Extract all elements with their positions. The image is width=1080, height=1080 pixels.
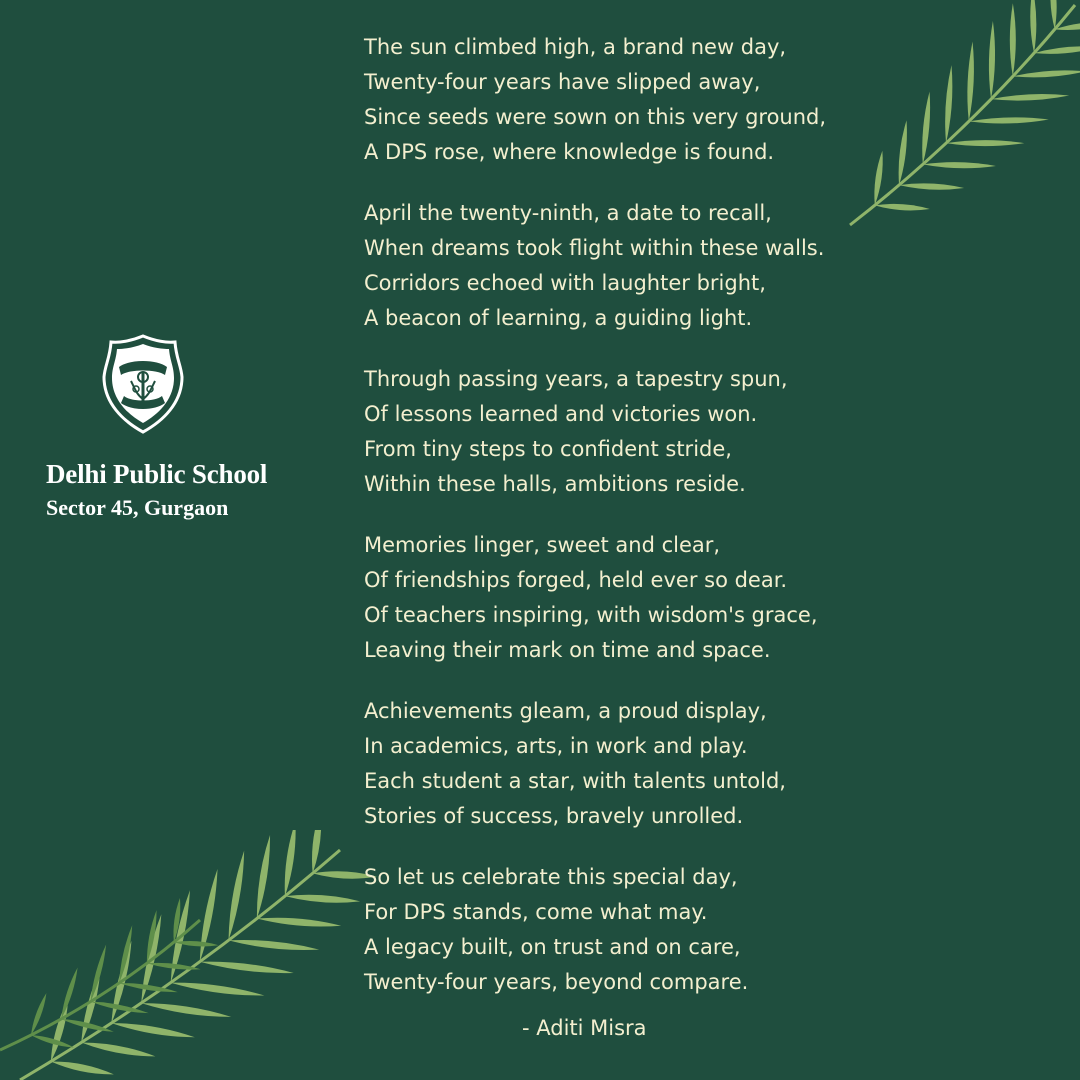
palm-leaflet <box>991 94 1069 101</box>
poem-line: Memories linger, sweet and clear, <box>364 533 721 557</box>
poem-line: Within these halls, ambitions reside. <box>364 472 746 496</box>
palm-leaflet <box>31 1035 74 1047</box>
poem-stanza <box>364 196 924 336</box>
poem-line: A DPS rose, where knowledge is found. <box>364 140 775 164</box>
palm-leaflet <box>945 65 952 143</box>
palm-leaflet <box>967 42 974 122</box>
school-name: Delhi Public School <box>46 459 268 489</box>
palm-leaflet <box>257 835 270 919</box>
poem-author: - Aditi Misra <box>522 1016 647 1040</box>
palm-leaflet <box>171 983 265 996</box>
palm-leaflet <box>200 962 294 973</box>
palm-leaflet <box>1050 0 1056 29</box>
palm-leaflet <box>141 1003 231 1017</box>
poem-line: April the twenty-ninth, a date to recall, <box>364 201 772 225</box>
poem-line: The sun climbed high, a brand new day, <box>364 35 787 59</box>
poem-line: Stories of success, bravely unrolled. <box>364 804 744 828</box>
poem-line: Each student a star, with talents untold, <box>364 769 786 793</box>
poem <box>364 30 924 1026</box>
poem-stanza <box>364 860 924 1000</box>
palm-leaflet <box>1010 3 1016 76</box>
palm-leaflet <box>257 918 341 927</box>
poem-line: Through passing years, a tapestry spun, <box>364 367 788 391</box>
poem-stanza <box>364 528 924 668</box>
school-location: Sector 45, Gurgaon <box>46 495 229 520</box>
poem-line: Of friendships forged, held ever so dear. <box>364 568 788 592</box>
poem-line: From tiny steps to confident stride, <box>364 437 732 461</box>
poem-line: So let us celebrate this special day, <box>364 865 738 889</box>
poem-line: Leaving their mark on time and space. <box>364 638 771 662</box>
dps-crest-icon <box>101 333 185 435</box>
palm-leaflet <box>989 21 995 99</box>
palm-leaflet <box>111 1023 194 1037</box>
poem-stanza <box>364 362 924 502</box>
palm-leaflet <box>228 851 244 941</box>
poem-line: Corridors echoed with laughter bright, <box>364 271 766 295</box>
poem-line: In academics, arts, in work and play. <box>364 734 748 758</box>
palm-leaflet <box>81 1043 155 1057</box>
palm-leaflet <box>285 830 296 896</box>
poem-stanza <box>364 30 924 170</box>
palm-leaflet <box>946 140 1024 146</box>
poem-line: Achievements gleam, a proud display, <box>364 699 767 723</box>
poem-line: For DPS stands, come what may. <box>364 900 708 924</box>
palm-leaflet <box>51 1061 114 1074</box>
palm-leaflet <box>285 895 360 903</box>
palm-leaflet <box>200 869 218 962</box>
poem-line: A legacy built, on trust and on care, <box>364 935 741 959</box>
palm-leaflet <box>1013 70 1080 77</box>
poem-line: Of lessons learned and victories won. <box>364 402 758 426</box>
palm-leaflet <box>228 940 319 950</box>
palm-leaflet <box>969 117 1049 123</box>
poem-line: Of teachers inspiring, with wisdom's grace, <box>364 603 818 627</box>
poem-stanza <box>364 694 924 834</box>
palm-leaf-bottom-decoration <box>0 830 380 1080</box>
poem-line: Twenty-four years have slipped away, <box>364 70 761 94</box>
poem-line: A beacon of learning, a guiding light. <box>364 306 753 330</box>
poem-line: Twenty-four years, beyond compare. <box>364 970 749 994</box>
palm-leaflet <box>1030 0 1036 53</box>
palm-leaflet <box>923 162 996 168</box>
poem-line: Since seeds were sown on this very ground, <box>364 105 827 129</box>
poem-line: When dreams took flight within these walls. <box>364 236 825 260</box>
